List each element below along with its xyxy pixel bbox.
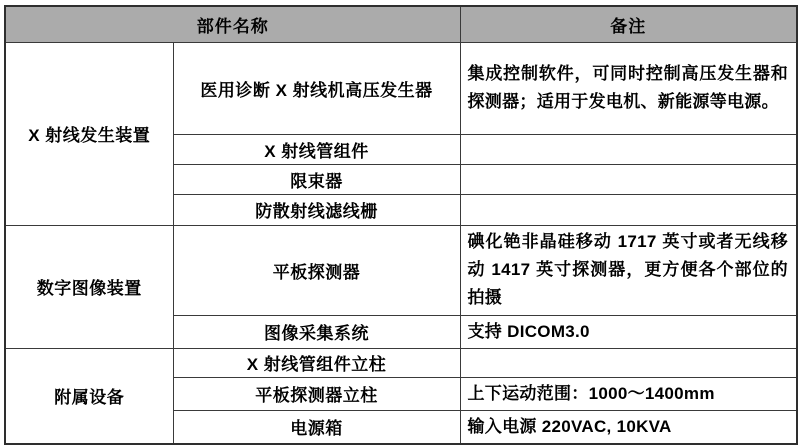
part-cell-collimator: 限束器	[173, 164, 460, 194]
table-row	[5, 348, 797, 377]
group-label-digital-imaging: 数字图像装置	[5, 225, 173, 348]
remark-cell-antiscatter-grid	[460, 194, 797, 225]
part-cell-image-acquisition: 图像采集系统	[173, 315, 460, 348]
group-label-accessories: 附属设备	[5, 348, 173, 444]
remark-cell-image-acquisition: 支持 DICOM3.0	[460, 315, 797, 348]
table-row	[5, 42, 797, 134]
remark-cell-power-box: 输入电源 220VAC, 10KVA	[460, 410, 797, 444]
remark-cell-tube-column	[460, 348, 797, 377]
part-cell-flat-panel-detector: 平板探测器	[173, 225, 460, 315]
part-cell-tube-column: X 射线管组件立柱	[173, 348, 460, 377]
table-row	[5, 225, 797, 315]
header-parts-name: 部件名称	[5, 6, 460, 42]
header-remark: 备注	[460, 6, 797, 42]
group-label-xray-generator: X 射线发生装置	[5, 42, 173, 225]
component-spec-table	[4, 5, 798, 445]
header-row	[5, 6, 797, 42]
part-cell-tube-assembly: X 射线管组件	[173, 134, 460, 164]
remark-cell-tube-assembly	[460, 134, 797, 164]
remark-cell-detector-column: 上下运动范围：1000～1400mm	[460, 377, 797, 410]
part-cell-antiscatter-grid: 防散射线滤线栅	[173, 194, 460, 225]
remark-cell-hv-generator: 集成控制软件，可同时控制高压发生器和探测器；适用于发电机、新能源等电源。	[460, 42, 797, 134]
remark-cell-flat-panel-detector: 碘化铯非晶硅移动 1717 英寸或者无线移动 1417 英寸探测器，更方便各个部位的拍摄	[460, 225, 797, 315]
part-cell-power-box: 电源箱	[173, 410, 460, 444]
part-cell-hv-generator: 医用诊断 X 射线机高压发生器	[173, 42, 460, 134]
part-cell-detector-column: 平板探测器立柱	[173, 377, 460, 410]
remark-cell-collimator	[460, 164, 797, 194]
